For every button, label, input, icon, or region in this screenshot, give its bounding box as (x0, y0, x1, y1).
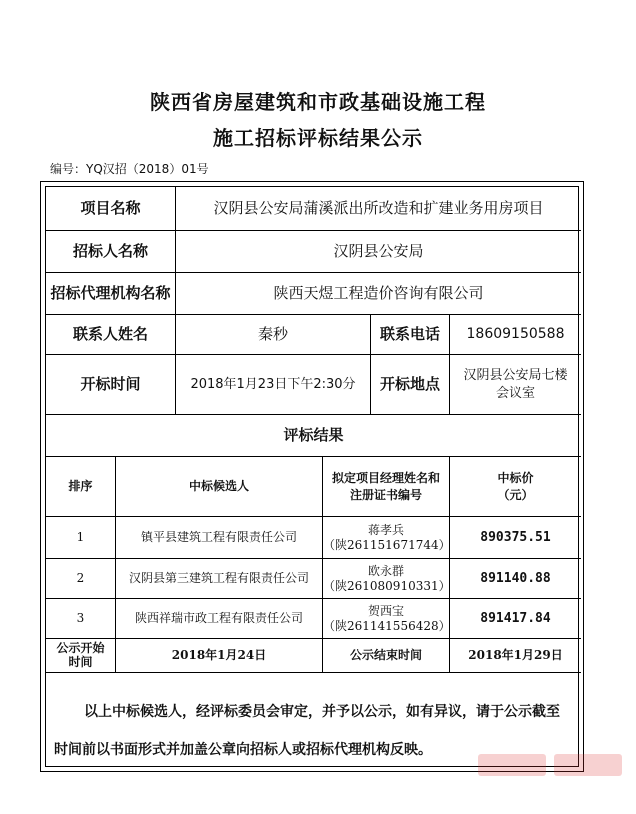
table-inner-frame (45, 186, 579, 767)
table-row-1-price: 890375.51 (450, 517, 581, 559)
contact-value: 秦秒 (176, 315, 371, 355)
col-manager-header (323, 457, 450, 517)
col-price-header (450, 457, 581, 517)
phone-label: 联系电话 (371, 315, 450, 355)
opening-time-value: 2018年1月23日下午2:30分 (176, 355, 371, 415)
document-number: 编号：YQ汉招（2018）01号 (50, 162, 209, 176)
watermark-block-right (554, 754, 622, 776)
result-header: 评标结果 (46, 415, 581, 457)
result-table (40, 181, 584, 772)
opening-place-line1: 汉阴县公安局七楼 (463, 367, 568, 383)
document-title-line1: 陕西省房屋建筑和市政基础设施工程 (150, 90, 486, 114)
table-row-1-manager-name: 蒋孝兵 (367, 522, 404, 537)
table-row-3-rank: 3 (46, 599, 116, 639)
opening-place-line2: 会议室 (495, 385, 535, 401)
table-row-2-manager (323, 559, 450, 599)
watermark-block-left (478, 754, 546, 776)
table-row-3-candidate: 陕西祥瑞市政工程有限责任公司 (116, 599, 323, 639)
agency-value: 陕西天煜工程造价咨询有限公司 (176, 273, 581, 315)
publicity-start-value: 2018年1月24日 (116, 639, 323, 673)
table-row-3-manager (323, 599, 450, 639)
col-candidate-header: 中标候选人 (116, 457, 323, 517)
opening-time-label: 开标时间 (46, 355, 176, 415)
opening-place-value (450, 355, 581, 415)
project-label: 项目名称 (46, 187, 176, 231)
opening-place-label: 开标地点 (371, 355, 450, 415)
phone-value: 18609150588 (450, 315, 581, 355)
publicity-end-label: 公示结束时间 (323, 639, 450, 673)
col-manager-header-line2: 注册证书编号 (349, 487, 422, 502)
publicity-start-label (46, 639, 116, 673)
col-price-header-line2: （元） (497, 487, 534, 502)
col-manager-header-line1: 拟定项目经理姓名和 (331, 471, 440, 486)
table-row-3-manager-cert: （陕261141556428） (323, 618, 451, 633)
col-rank-header: 排序 (46, 457, 116, 517)
document-title-line2: 施工招标评标结果公示 (213, 126, 423, 150)
col-price-header-line1: 中标价 (497, 471, 534, 486)
publicity-start-label-line2: 时间 (68, 654, 93, 669)
project-value: 汉阴县公安局蒲溪派出所改造和扩建业务用房项目 (176, 187, 581, 231)
table-row-3-price: 891417.84 (450, 599, 581, 639)
publicity-end-value: 2018年1月29日 (450, 639, 581, 673)
agency-label: 招标代理机构名称 (46, 273, 176, 315)
table-row-1-manager-cert: （陕261151671744） (323, 537, 451, 552)
watermark-logo (476, 748, 626, 782)
table-row-1-manager (323, 517, 450, 559)
table-row-3-manager-name: 贺西宝 (367, 603, 404, 618)
table-row-2-price: 891140.88 (450, 559, 581, 599)
table-row-2-manager-name: 欧永群 (367, 563, 404, 578)
tenderer-value: 汉阴县公安局 (176, 231, 581, 273)
notice-text: 以上中标候选人，经评标委员会审定，并予以公示，如有异议，请于公示截至时间前以书面形式并加盖公章向招标人或招标代理机构反映。 (54, 704, 560, 758)
table-row-2-rank: 2 (46, 559, 116, 599)
table-row-1-rank: 1 (46, 517, 116, 559)
table-row-1-candidate: 镇平县建筑工程有限责任公司 (116, 517, 323, 559)
tenderer-label: 招标人名称 (46, 231, 176, 273)
table-row-2-candidate: 汉阴县第三建筑工程有限责任公司 (116, 559, 323, 599)
contact-label: 联系人姓名 (46, 315, 176, 355)
publicity-start-label-line1: 公示开始 (56, 640, 105, 655)
table-row-2-manager-cert: （陕261080910331） (323, 578, 451, 593)
